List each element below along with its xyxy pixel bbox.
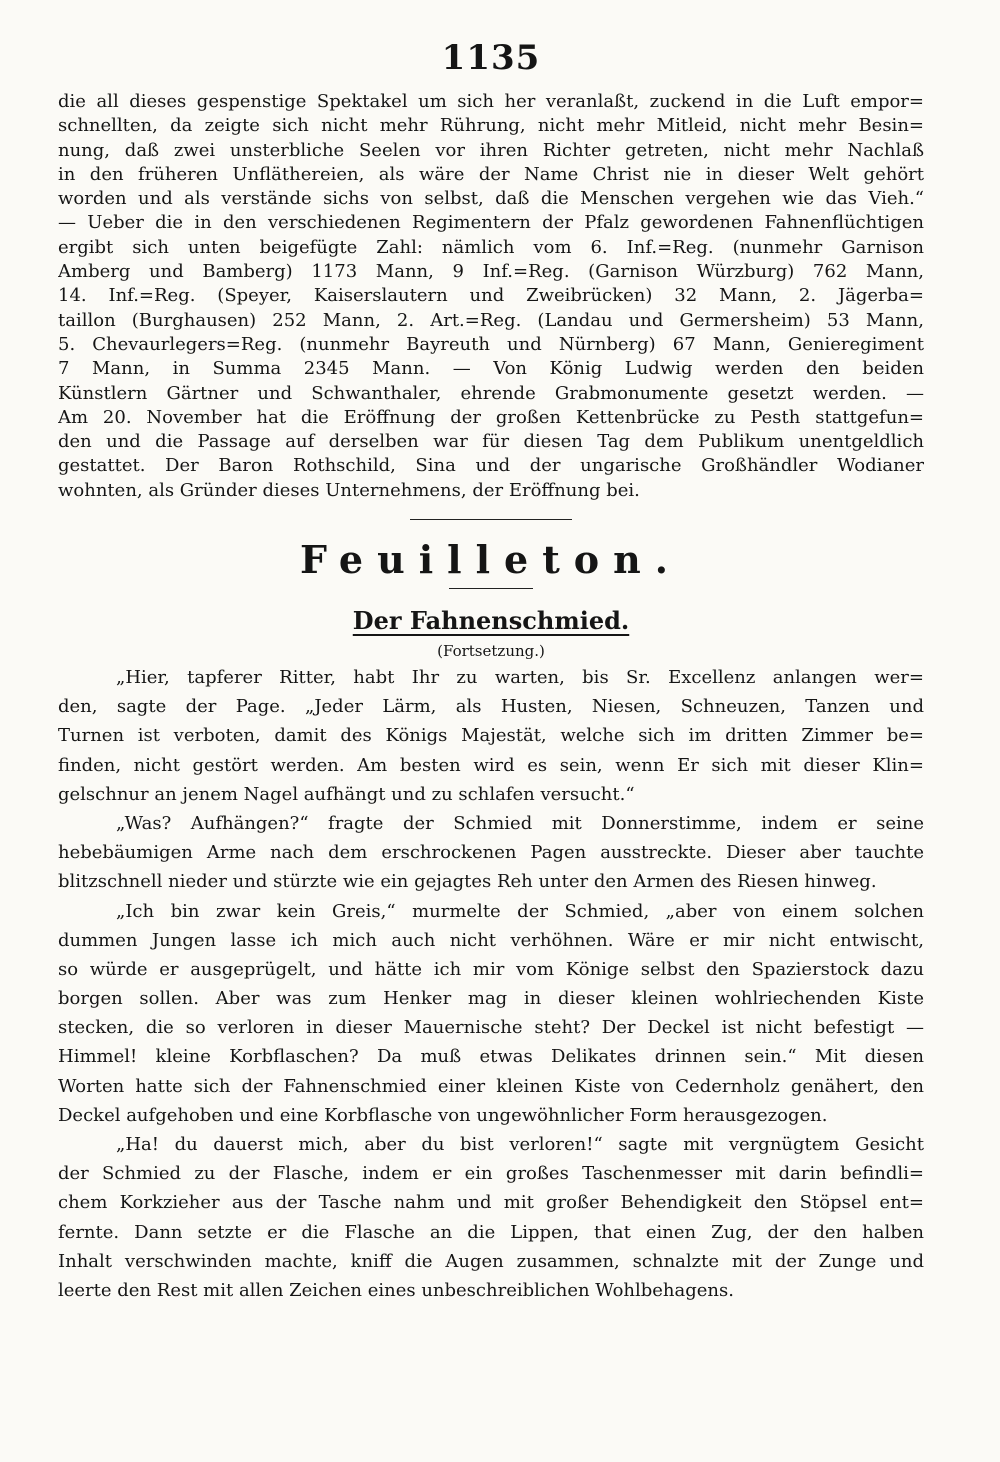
news-paragraph (58, 90, 924, 503)
news-line: ergibt sich unten beigefügte Zahl: nämlich vom 6. Inf.=Reg. (nunmehr Garnison (58, 236, 924, 258)
news-line: gestattet. Der Baron Rothschild, Sina und der ungarische Großhändler Wodianer (58, 455, 924, 477)
section-divider (410, 519, 572, 520)
continuation-note: (Fortsetzung.) (437, 642, 545, 661)
story-text (58, 663, 924, 1305)
heading-underline (449, 588, 533, 589)
news-line: 5. Chevaurlegers=Reg. (nunmehr Bayreuth und Nürnberg) 67 Mann, Genieregiment (58, 333, 924, 355)
story-line: chem Korkzieher aus der Tasche nahm und mit großer Behendigkeit den Stöpsel ent= (58, 1192, 924, 1214)
story-line: stecken, die so verloren in dieser Mauernische steht? Der Deckel ist nicht befestigt — (58, 1017, 924, 1039)
story-line: der Schmied zu der Flasche, indem er ein großes Taschenmesser mit darin befindli= (58, 1163, 924, 1185)
story-title: Der Fahnenschmied. (352, 606, 630, 636)
news-line: die all dieses gespenstige Spektakel um sich her veranlaßt, zuckend in die Luft empor= (58, 91, 924, 112)
news-line: in den früheren Unfläthereien, als wäre der Name Christ nie in dieser Welt gehört (58, 163, 924, 185)
news-line: Künstlern Gärtner und Schwanthaler, ehrende Grabmonumente gesetzt werden. — (58, 382, 924, 404)
news-line: Am 20. November hat die Eröffnung der großen Kettenbrücke zu Pesth stattgefun= (58, 406, 924, 428)
story-line: Himmel! kleine Korbflaschen? Da muß etwas Delikates drinnen sein.“ Mit diesen (58, 1046, 924, 1068)
news-line: den und die Passage auf derselben war für diesen Tag dem Publikum unentgeldlich (58, 431, 924, 453)
story-line: fernte. Dann setzte er die Flasche an die Lippen, that einen Zug, der den halben (58, 1221, 924, 1243)
story-line: „Was? Aufhängen?“ fragte der Schmied mit Donnerstimme, indem er seine (116, 812, 924, 834)
story-line: Worten hatte sich der Fahnenschmied einer kleinen Kiste von Cedernholz genähert, den (58, 1075, 924, 1097)
news-line: taillon (Burghausen) 252 Mann, 2. Art.=Reg. (Landau und Germersheim) 53 Mann, (58, 309, 924, 331)
news-line: 14. Inf.=Reg. (Speyer, Kaiserslautern und Zweibrücken) 32 Mann, 2. Jägerba= (58, 285, 924, 307)
news-line: schnellten, da zeigte sich nicht mehr Rührung, nicht mehr Mitleid, nicht mehr Besin= (58, 115, 924, 137)
story-line: Turnen ist verboten, damit des Königs Majestät, welche sich im dritten Zimmer be= (58, 725, 924, 747)
news-line: 7 Mann, in Summa 2345 Mann. — Von König Ludwig werden den beiden (58, 358, 924, 380)
story-line: so würde er ausgeprügelt, und hätte ich mir vom Könige selbst den Spazierstock dazu (58, 958, 924, 980)
story-line: den, sagte der Page. „Jeder Lärm, als Husten, Niesen, Schneuzen, Tanzen und (58, 696, 924, 718)
story-line: gelschnur an jenem Nagel aufhängt und zu schlafen versucht.“ (58, 783, 635, 805)
story-line: „Ich bin zwar kein Greis,“ murmelte der Schmied, „aber von einem solchen (116, 900, 924, 922)
story-line: „Ha! du dauerst mich, aber du bist verloren!“ sagte mit vergnügtem Gesicht (116, 1134, 924, 1156)
story-line: borgen sollen. Aber was zum Henker mag in dieser kleinen wohlriechenden Kiste (58, 988, 924, 1010)
newspaper-page (58, 0, 924, 1305)
story-line: hebebäumigen Arme nach dem erschrockenen Pagen ausstreckte. Dieser aber tauchte (58, 842, 924, 864)
news-line: — Ueber die in den verschiedenen Regimentern der Pfalz gewordenen Fahnenflüchtigen (58, 212, 924, 234)
news-line: worden und als verstände sichs von selbst, daß die Menschen vergehen wie das Vieh.“ (58, 188, 924, 210)
story-line: finden, nicht gestört werden. Am besten wird es sein, wenn Er sich mit dieser Klin= (58, 754, 924, 776)
page-number: 1135 (441, 38, 541, 78)
news-line: nung, daß zwei unsterbliche Seelen vor ihren Richter getreten, nicht mehr Nachlaß (58, 139, 924, 161)
news-line: Amberg und Bamberg) 1173 Mann, 9 Inf.=Reg. (Garnison Würzburg) 762 Mann, (58, 261, 924, 283)
story-line: Deckel aufgehoben und eine Korbflasche von ungewöhnlicher Form herausgezogen. (58, 1104, 828, 1126)
section-heading: Feuilleton. (300, 537, 682, 583)
story-line: dummen Jungen lasse ich mich auch nicht verhöhnen. Wäre er mir nicht entwischt, (58, 929, 924, 951)
news-line: wohnten, als Gründer dieses Unternehmens, der Eröffnung bei. (58, 479, 640, 501)
story-line: „Hier, tapferer Ritter, habt Ihr zu warten, bis Sr. Excellenz anlangen wer= (116, 667, 924, 689)
story-line: blitzschnell nieder und stürzte wie ein gejagtes Reh unter den Armen des Riesen hinweg. (58, 871, 877, 893)
story-line: Inhalt verschwinden machte, kniff die Augen zusammen, schnalzte mit der Zunge und (58, 1250, 924, 1272)
story-line: leerte den Rest mit allen Zeichen eines unbeschreiblichen Wohlbehagens. (58, 1279, 734, 1301)
